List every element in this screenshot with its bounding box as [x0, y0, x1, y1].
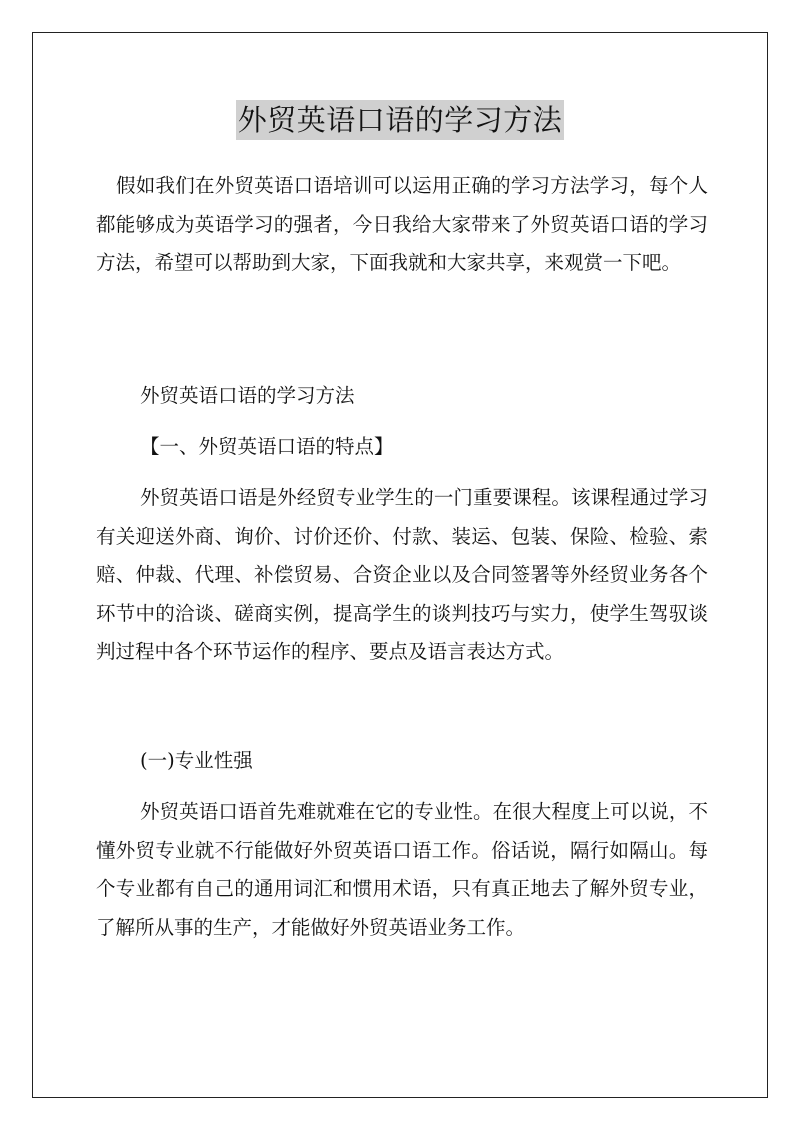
section-heading: 外贸英语口语的学习方法 — [140, 384, 355, 407]
body-paragraph-1: 外贸英语口语是外经贸专业学生的一门重要课程。该课程通过学习有关迎送外商、询价、讨价还价、付款、装运、包装、保险、检验、索赔、仲裁、代理、补偿贸易、合资企业以及合同签署等外经贸业务各个环节中的洽谈、磋商实例，提高学生的谈判技巧与实力，使学生驾驭谈判过程中各个环节运作的程序、要点及语言表达方式。 — [96, 486, 708, 664]
document-title-text: 外贸英语口语的学习方法 — [236, 100, 565, 140]
subsection-title: (一)专业性强 — [140, 749, 253, 772]
section-subheading: 【一、外贸英语口语的特点】 — [140, 435, 394, 458]
document-title — [0, 100, 800, 140]
body-paragraph-2: 外贸英语口语首先难就难在它的专业性。在很大程度上可以说，不懂外贸专业就不行能做好外贸英语口语工作。俗话说，隔行如隔山。每个专业都有自己的通用词汇和惯用术语，只有真正地去了解外贸专业，了解所从事的生产，才能做好外贸英语业务工作。 — [96, 800, 708, 939]
intro-paragraph: 假如我们在外贸英语口语培训可以运用正确的学习方法学习，每个人都能够成为英语学习的强者，今日我给大家带来了外贸英语口语的学习方法，希望可以帮助到大家，下面我就和大家共享，来观赏一下吧。 — [96, 174, 708, 275]
